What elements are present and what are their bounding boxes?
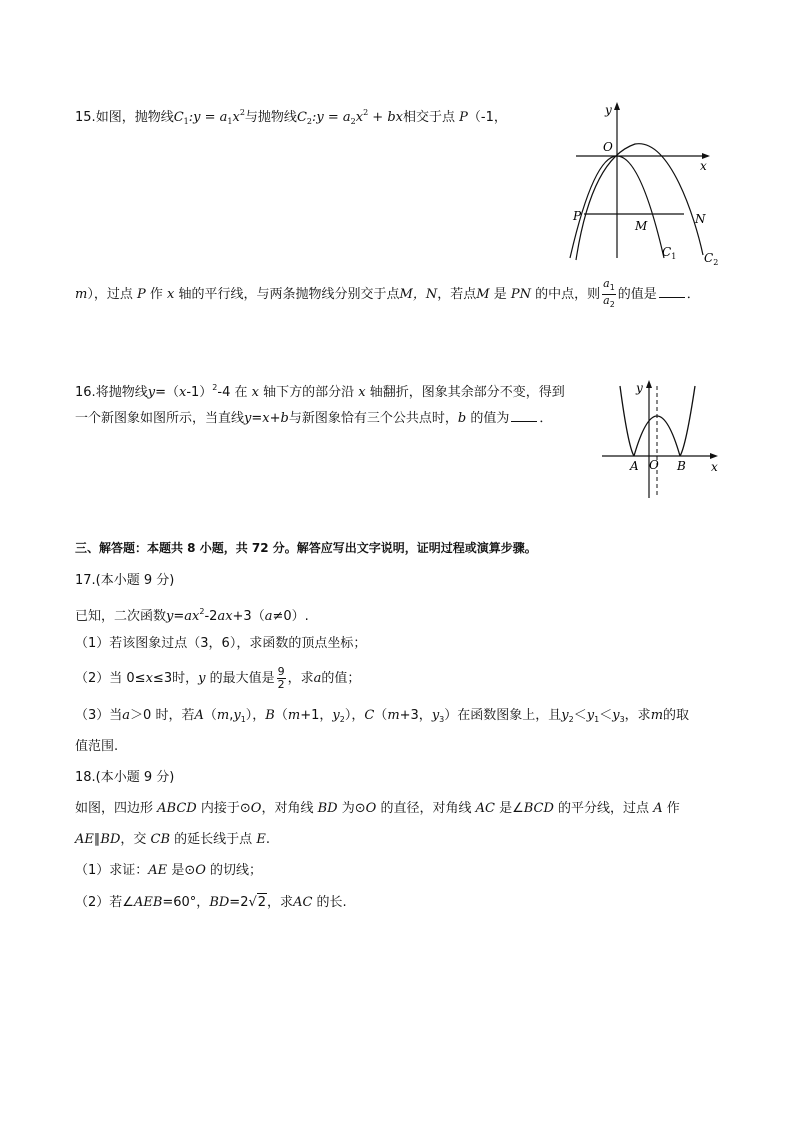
q15-figure <box>560 98 730 270</box>
q17-given: 已知，二次函数$y=ax^2-2ax+3(a\ne 0)$. <box>75 607 309 624</box>
q15-y-label: y <box>605 103 612 117</box>
q18-title: 18.(本小题 9 分) <box>75 770 175 785</box>
q17-part3-line2: 值范围. <box>75 739 119 754</box>
q17-part3: （3）当a＞0 时，若$A(m,y_1)$，B（m+1，$y_2$），C（m+3，$y_3$）在函数图象上，且$y_2<y_1<y_3$，求m的取 <box>75 708 690 724</box>
q16-answer-blank <box>511 411 537 422</box>
section3-heading: 三、解答题：本题共 8 小题，共 72 分。解答应写出文字说明，证明过程或演算步骤。 <box>75 541 537 555</box>
q18-line2: AE∥BD，交 CB 的延长线于点 E. <box>75 832 270 847</box>
q16-x-label: x <box>711 460 718 474</box>
q17-part2: （2）当 0≤x≤3时，y 的最大值是 $\frac{9}{2}$ ，求a的值； <box>75 665 361 691</box>
sqrt-sign: √ <box>248 895 257 910</box>
q18-part1: （1）求证：AE 是⊙O 的切线； <box>75 863 263 878</box>
q16-o-label: O <box>649 458 659 472</box>
q16-a-label: A <box>630 459 639 473</box>
q15-c2-label: $C_2$ <box>704 251 719 267</box>
q16-y-label: y <box>636 381 643 395</box>
q15-line1: 15.如图，抛物线$C_1:y = a_1x^2$与抛物线$C_2:y = a_2x^2$ + bx相交于点 P（-1， <box>75 108 507 126</box>
q15-fraction: $\frac{a_1}{a_2}$ <box>603 277 615 309</box>
q16-b-label: B <box>677 459 686 473</box>
q15-p-label: P <box>573 209 582 223</box>
q18-part2: （2）若∠AEB=60°，BD=2√2，求AC 的长. <box>75 895 347 910</box>
q16-line1: 16.将抛物线$y=(x-1)^2-4$ 在 x 轴下方的部分沿 x 轴翻折，图象其余部分不变，得到 <box>75 383 565 400</box>
q15-c1-label: $C_1$ <box>662 245 677 261</box>
q16-figure <box>598 376 726 502</box>
q15-n-label: N <box>695 212 706 226</box>
q15-m-label: M <box>635 219 648 233</box>
q16-line2: 一个新图象如图所示，当直线y=x+b与新图象恰有三个公共点时，b 的值为 ． <box>75 411 553 426</box>
q15-o-label: O <box>603 140 613 154</box>
q17-part1: （1）若该图象过点（3，6），求函数的顶点坐标； <box>75 636 367 651</box>
q17-title: 17.(本小题 9 分) <box>75 573 175 588</box>
q15-answer-blank <box>659 287 685 298</box>
q15-x-label: x <box>700 159 707 173</box>
q18-line1: 如图，四边形 ABCD 内接于⊙O，对角线 BD 为⊙O 的直径，对角线 AC 是∠BCD 的平分线，过点 A 作 <box>75 801 680 816</box>
q17-fraction: $\frac{9}{2}$ <box>277 665 285 691</box>
q15-line2: m），过点 P 作 x 轴的平行线，与两条抛物线分别交于点M，N，若点M 是 PN 的中点，则 $\frac{a_1}{a_2}$ 的值是 ． <box>75 277 700 309</box>
